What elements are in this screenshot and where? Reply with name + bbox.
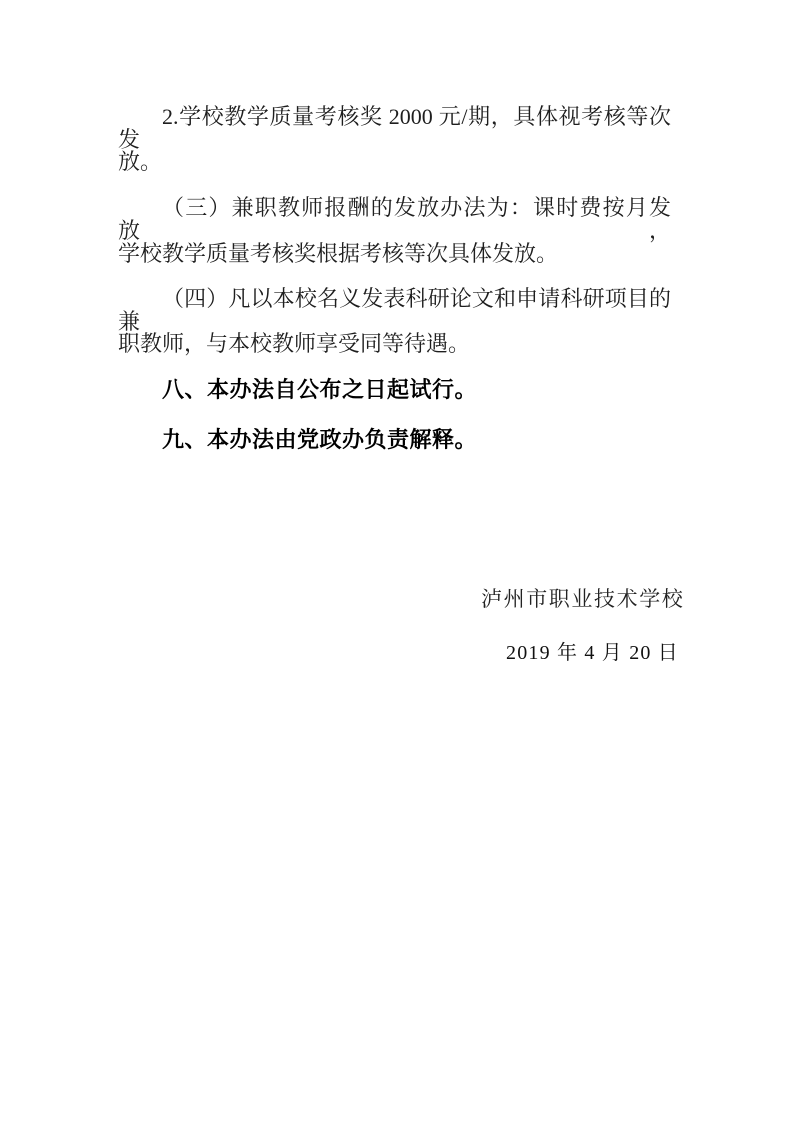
paragraph-si-line1: （四）凡以本校名义发表科研论文和申请科研项目的兼	[118, 286, 671, 334]
signature-organization: 泸州市职业技术学校	[481, 587, 685, 611]
paragraph-si-line2: 职教师，与本校教师享受同等待遇。	[118, 331, 471, 356]
signature-date: 2019 年 4 月 20 日	[506, 642, 679, 664]
heading-article-9: 九、本办法由党政办负责解释。	[162, 427, 478, 452]
heading-article-8: 八、本办法自公布之日起试行。	[162, 377, 478, 402]
paragraph-item2-line1: 2.学校教学质量考核奖 2000 元/期，具体视考核等次发	[118, 104, 671, 152]
paragraph-san-line1: （三）兼职教师报酬的发放办法为：课时费按月发放，	[118, 195, 671, 243]
paragraph-item2-line2: 放。	[118, 149, 163, 174]
paragraph-san-line2: 学校教学质量考核奖根据考核等次具体发放。	[118, 241, 559, 266]
